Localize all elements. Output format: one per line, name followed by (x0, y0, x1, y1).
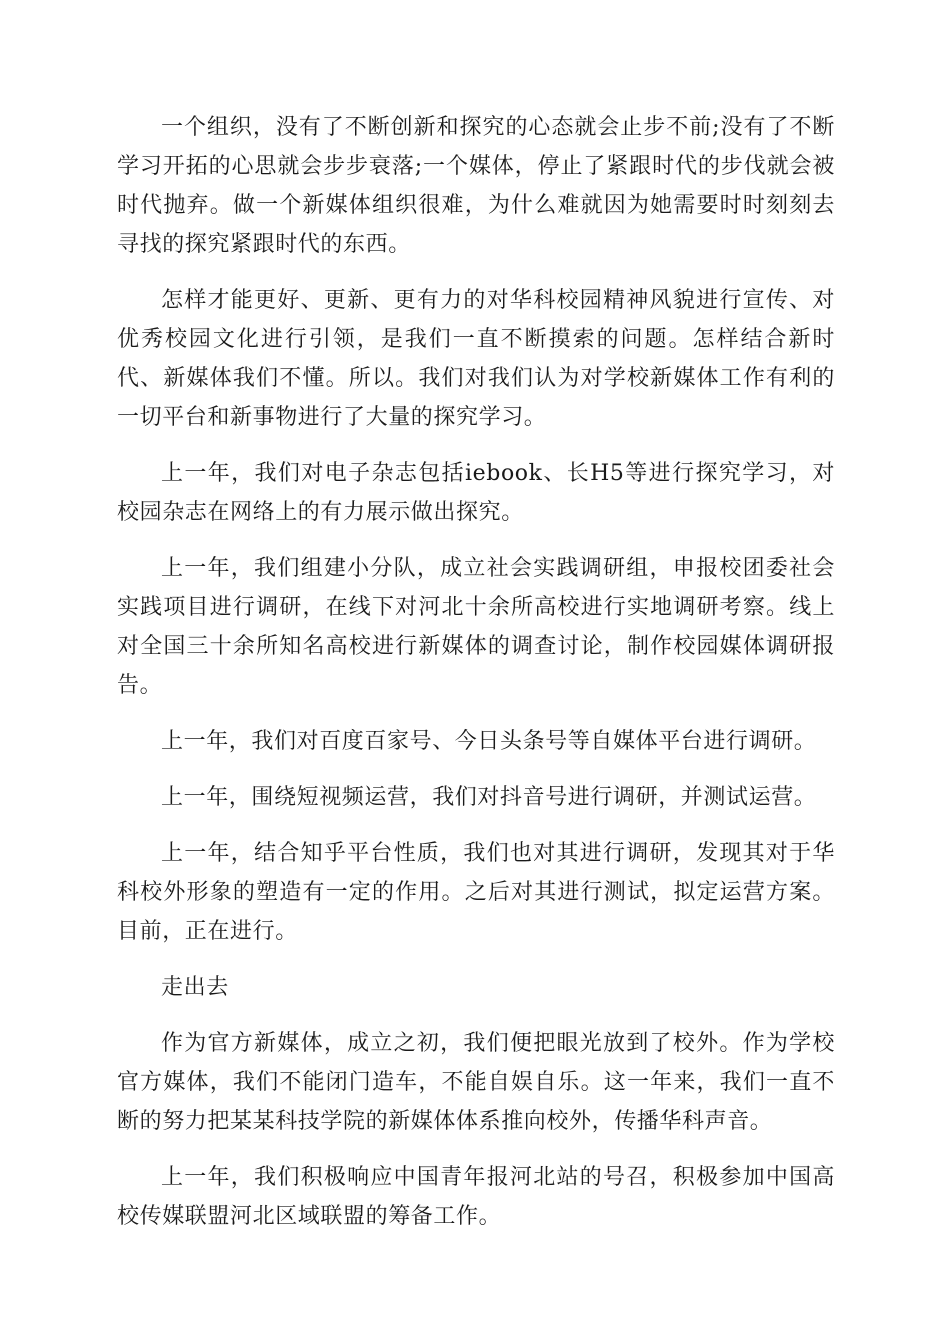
paragraph-official-media: 作为官方新媒体，成立之初，我们便把眼光放到了校外。作为学校官方媒体，我们不能闭门造车，不能自娱自乐。这一年来，我们一直不断的努力把某某科技学院的新媒体体系推向校外，传播华科声音。 (117, 1031, 835, 1134)
paragraph-campus-publicity: 怎样才能更好、更新、更有力的对华科校园精神风貌进行宣传、对优秀校园文化进行引领，是我们一直不断摸索的问题。怎样结合新时代、新媒体我们不懂。所以。我们对我们认为对学校新媒体工作有利的一切平台和新事物进行了大量的探究学习。 (117, 288, 835, 430)
document-body (117, 108, 835, 1253)
section-heading-go-out: 走出去 (161, 975, 229, 1000)
paragraph-zhihu: 上一年，结合知乎平台性质，我们也对其进行调研，发现其对于华科校外形象的塑造有一定的作用。之后对其进行测试，拟定运营方案。目前，正在进行。 (117, 841, 835, 944)
paragraph-self-media-platforms: 上一年，我们对百度百家号、今日头条号等自媒体平台进行调研。 (161, 729, 817, 754)
paragraph-ebook-research: 上一年，我们对电子杂志包括iebook、长H5等进行探究学习，对校园杂志在网络上的有力展示做出探究。 (117, 461, 835, 525)
paragraph-social-practice: 上一年，我们组建小分队，成立社会实践调研组，申报校团委社会实践项目进行调研，在线下对河北十余所高校进行实地调研考察。线上对全国三十余所知名高校进行新媒体的调查讨论，制作校园媒体调研报告。 (117, 556, 835, 698)
paragraph-short-video: 上一年，围绕短视频运营，我们对抖音号进行调研，并测试运营。 (161, 785, 817, 810)
paragraph-organization-innovation: 一个组织，没有了不断创新和探究的心态就会止步不前;没有了不断学习开拓的心思就会步步衰落;一个媒体，停止了紧跟时代的步伐就会被时代抛弃。做一个新媒体组织很难，为什么难就因为她需要时时刻刻去寻找的探究紧跟时代的东西。 (117, 115, 835, 257)
paragraph-media-alliance: 上一年，我们积极响应中国青年报河北站的号召，积极参加中国高校传媒联盟河北区域联盟的筹备工作。 (117, 1165, 835, 1229)
